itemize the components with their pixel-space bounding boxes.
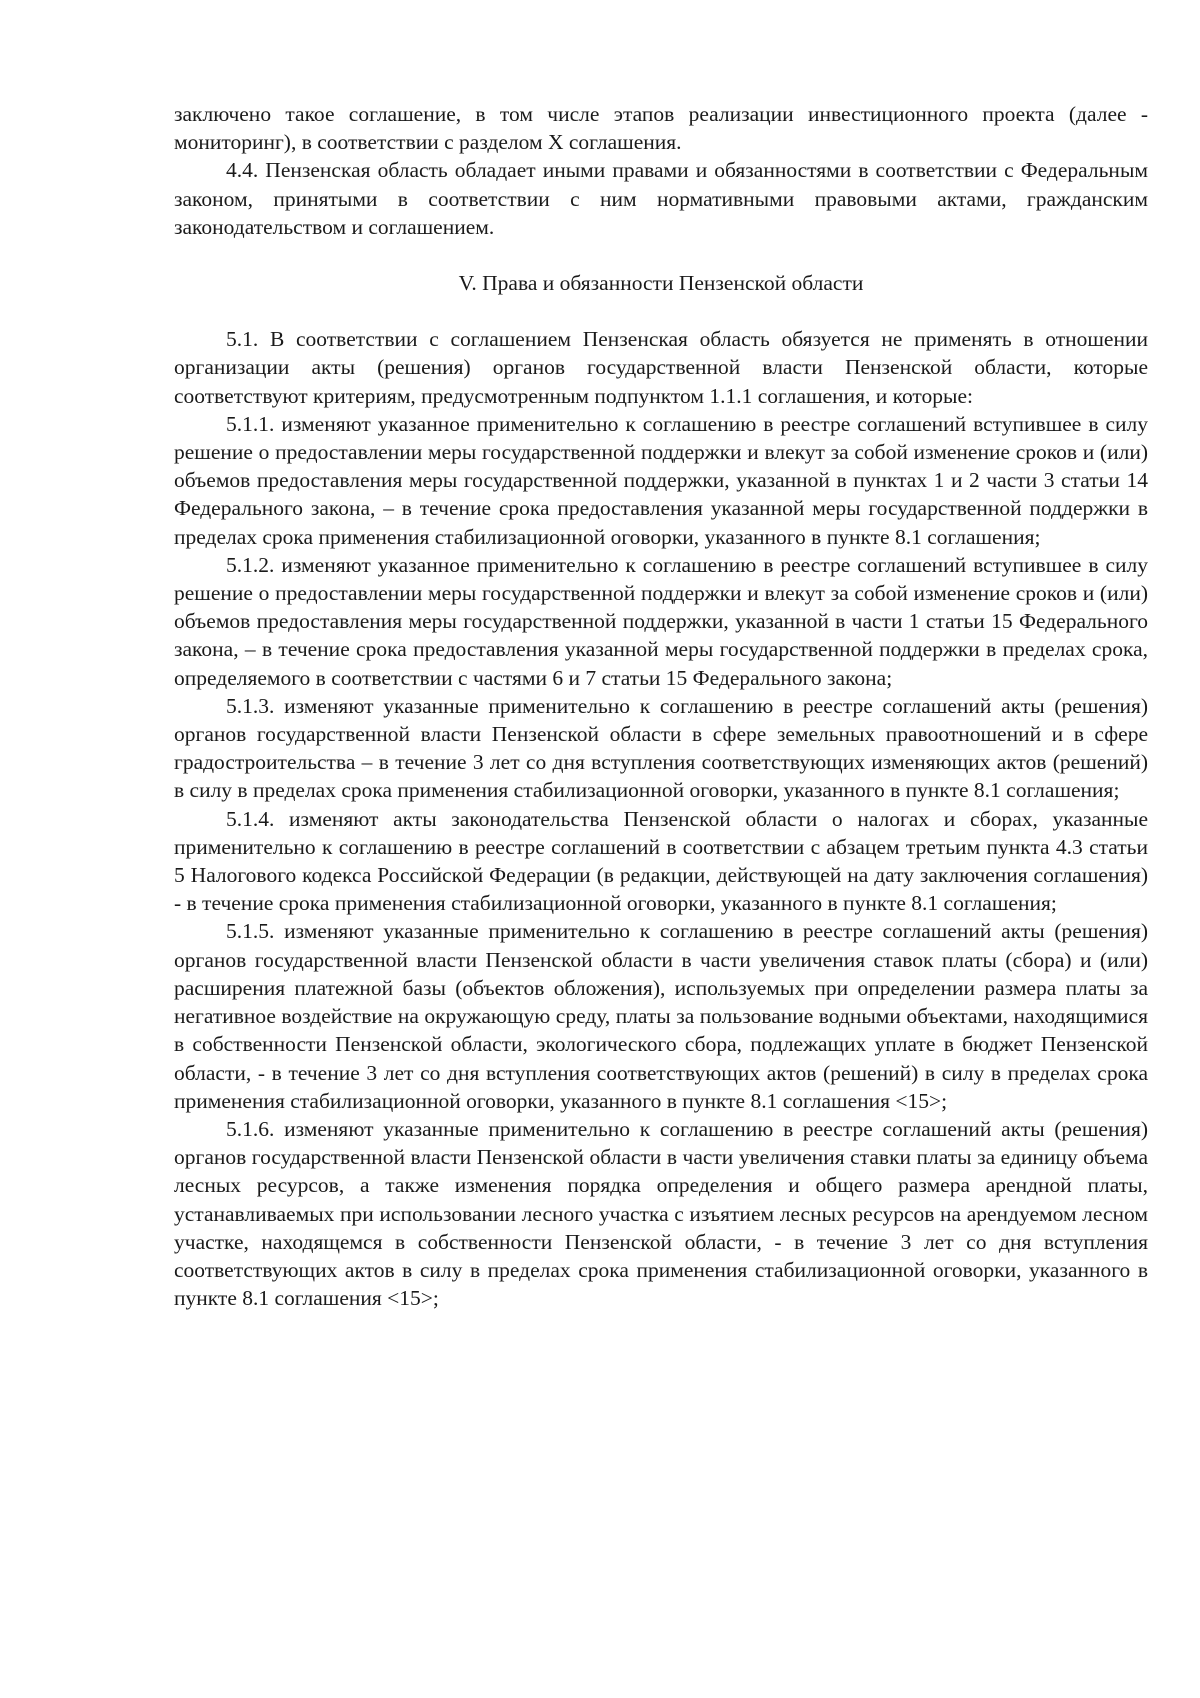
paragraph: 5.1.2. изменяют указанное применительно к соглашению в реестре соглашений вступившее в силу решение о предоставлении меры государственной поддержки и влекут за собой изменение сроков и (или) объемов предоставления меры государственной поддержки, указанной в части 1 статьи 15 Федерального закона, – в течение срока предоставления указанной меры государственной поддержки в пределах срока, определяемого в соответствии с частями 6 и 7 статьи 15 Федерального закона; — [174, 552, 1148, 690]
paragraph: заключено такое соглашение, в том числе этапов реализации инвестиционного проекта (далее - мониторинг), в соответствии с разделом X соглашения. — [174, 102, 1148, 155]
paragraph: 5.1.4. изменяют акты законодательства Пензенской области о налогах и сборах, указанные применительно к соглашению в реестре соглашений в соответствии с абзацем третьим пункта 4.3 статьи 5 Налогового кодекса Российской Федерации (в редакции, действующей на дату заключения соглашения) - в течение срока применения стабилизационной оговорки, указанного в пункте 8.1 соглашения; — [174, 806, 1148, 916]
paragraph: 5.1.5. изменяют указанные применительно к соглашению в реестре соглашений акты (решения) органов государственной власти Пензенской области в части увеличения ставок платы (сбора) и (или) расширения платежной базы (объектов обложения), используемых при определении размера платы за негативное воздействие на окружающую среду, платы за пользование водными объектами, находящимися в собственности Пензенской области, экологического сбора, подлежащих уплате в бюджет Пензенской области, - в течение 3 лет со дня вступления соответствующих актов (решений) в силу в пределах срока применения стабилизационной оговорки, указанного в пункте 8.1 соглашения <15>; — [174, 919, 1148, 1113]
paragraph: 5.1.1. изменяют указанное применительно к соглашению в реестре соглашений вступившее в силу решение о предоставлении меры государственной поддержки и влекут за собой изменение сроков и (или) объемов предоставления меры государственной поддержки, указанной в пунктах 1 и 2 части 3 статьи 14 Федерального закона, – в течение срока предоставления указанной меры государственной поддержки в пределах срока применения стабилизационной оговорки, указанного в пункте 8.1 соглашения; — [174, 411, 1148, 549]
paragraph: 5.1.3. изменяют указанные применительно к соглашению в реестре соглашений акты (решения) органов государственной власти Пензенской области в сфере земельных правоотношений и в сфере градостроительства – в течение 3 лет со дня вступления соответствующих изменяющих актов (решений) в силу в пределах срока применения стабилизационной оговорки, указанного в пункте 8.1 соглашения; — [174, 693, 1148, 803]
section-heading: V. Права и обязанности Пензенской области — [458, 271, 864, 296]
document-page — [174, 100, 1148, 1312]
section-paragraphs — [174, 325, 1148, 1312]
paragraph: 5.1.6. изменяют указанные применительно к соглашению в реестре соглашений акты (решения) органов государственной власти Пензенской области в части увеличения ставки платы за единицу объема лесных ресурсов, а также изменения порядка определения и общего размера арендной платы, устанавливаемых при использовании лесного участка с изъятием лесных ресурсов на арендуемом лесном участке, находящемся в собственности Пензенской области, - в течение 3 лет со дня вступления соответствующих актов в силу в пределах срока применения стабилизационной оговорки, указанного в пункте 8.1 соглашения <15>; — [174, 1116, 1148, 1311]
paragraph: 4.4. Пензенская область обладает иными правами и обязанностями в соответствии с Федеральным законом, принятыми в соответствии с ним нормативными правовыми актами, гражданским законодательством и соглашением. — [174, 158, 1148, 239]
paragraph: 5.1. В соответствии с соглашением Пензенская область обязуется не применять в отношении организации акты (решения) органов государственной власти Пензенской области, которые соответствуют критериям, предусмотренным подпунктом 1.1.1 соглашения, и которые: — [174, 327, 1148, 408]
intro-paragraphs — [174, 100, 1148, 241]
